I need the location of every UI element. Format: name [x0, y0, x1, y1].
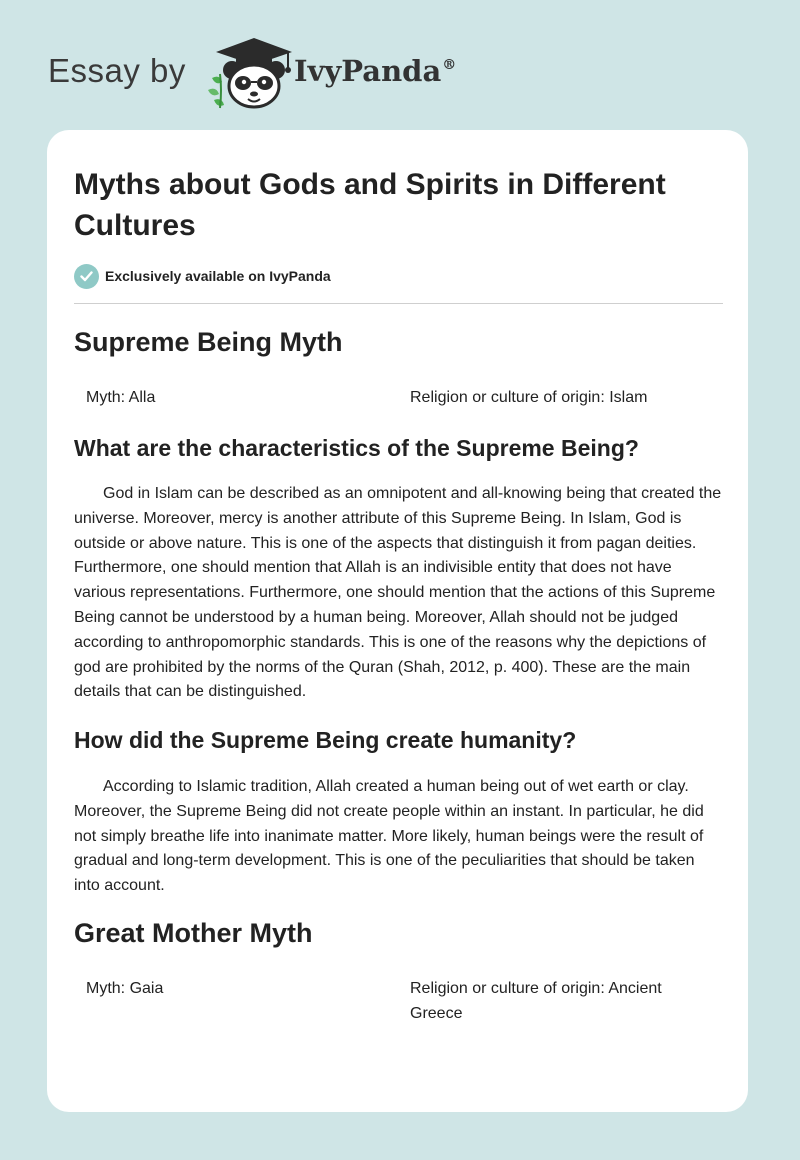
- check-circle-icon: [74, 264, 99, 289]
- myth-name: Myth: Alla: [86, 389, 156, 406]
- myth-origin: Religion or culture of origin: Islam: [410, 389, 648, 406]
- ivypanda-logo-icon[interactable]: [202, 34, 298, 110]
- exclusive-badge-text: Exclusively available on IvyPanda: [105, 268, 331, 284]
- question-heading-characteristics: What are the characteristics of the Supreme Being?: [74, 435, 639, 461]
- title-divider: [74, 303, 723, 304]
- section-heading-supreme-being: Supreme Being Myth: [74, 327, 343, 357]
- paragraph-characteristics: God in Islam can be described as an omnipotent and all-knowing being that created the universe. Moreover, mercy is another attribute of this Supreme Being. In Islam, God is outside or above nature. This is one of the aspects that distinguish it from pagan deities. Furthermore, one should mention that Allah is an indivisible entity that does not have various representations. Furthermore, one should mention that the actions of this Supreme Being cannot be understood by a human being. Moreover, Allah should not be judged according to anthropomorphic standards. This is one of the reasons why the depictions of god are prohibited by the norms of the Quran (Shah, 2012, p. 400). These are the main details that can be distinguished.: [74, 485, 722, 701]
- section-heading-great-mother: Great Mother Myth: [74, 918, 313, 948]
- essay-card: [47, 130, 748, 1112]
- myth-name: Myth: Gaia: [86, 980, 164, 997]
- registered-mark: ®: [442, 57, 457, 73]
- question-heading-create-humanity: How did the Supreme Being create humanity?: [74, 727, 577, 753]
- exclusive-badge: [74, 263, 331, 289]
- paragraph-create-humanity: According to Islamic tradition, Allah created a human being out of wet earth or clay. Moreover, the Supreme Being did not create people within an instant. In particular, he did not simply breathe life into inanimate matter. More likely, human beings were the result of gradual and long-term development. This is one of the peculiarities that should be taken into account.: [74, 778, 704, 895]
- site-header: [48, 34, 508, 110]
- myth-origin: Religion or culture of origin: Ancient Greece: [410, 980, 662, 1022]
- essay-by-label: Essay by: [48, 52, 186, 89]
- brand-text: IvyPanda: [294, 54, 442, 88]
- page-title: Myths about Gods and Spirits in Different Cultures: [74, 168, 666, 242]
- brand-name[interactable]: [294, 54, 456, 88]
